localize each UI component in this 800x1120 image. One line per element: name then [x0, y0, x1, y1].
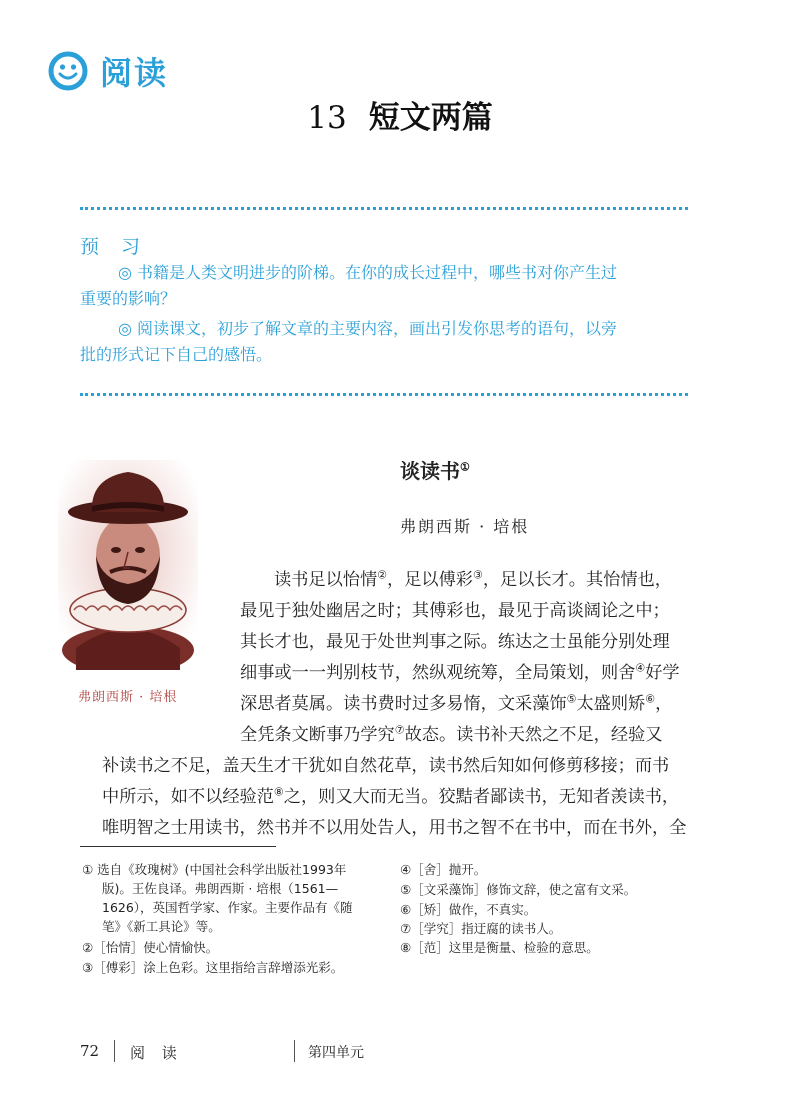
section-label: 阅读 [100, 54, 169, 92]
preview-heading: 预 习 [80, 236, 149, 258]
essay-text: ，足以傅彩 [387, 570, 473, 590]
essay-text: ，足以长才。其怡情也， [482, 570, 672, 590]
preview-item-line: ◎ 阅读课文，初步了解文章的主要内容，画出引发你思考的语句，以旁 [118, 319, 618, 338]
dotted-divider-bottom [80, 393, 688, 396]
footnote-marker: ⑧ [273, 785, 284, 799]
essay-text: 全凭条文断事乃学究 [240, 725, 395, 745]
essay-line [240, 596, 686, 627]
essay-line [240, 658, 686, 689]
lesson-title [0, 92, 800, 137]
preview-item-line: ◎ 书籍是人类文明进步的阶梯。在你的成长过程中，哪些书对你产生过 [118, 263, 618, 282]
essay-text: 中所示，如不以经验范 [102, 787, 274, 807]
essay-text: 读书足以怡情 [274, 570, 378, 590]
page-number: 72 [80, 1042, 100, 1060]
essay-text: 太盛则矫 [576, 694, 646, 714]
essay-line [102, 782, 686, 813]
smiley-icon [48, 51, 88, 91]
preview-item [80, 316, 688, 368]
footnote: ① 选自《玫瑰树》(中国社会科学出版社1993年 [82, 862, 347, 877]
essay-text: 最见于独处幽居之时；其傅彩也，最见于高谈阔论之中； [240, 601, 670, 621]
essay-text: ， [655, 694, 673, 714]
essay-line [240, 689, 686, 720]
essay-line [240, 627, 686, 658]
footnote-rule [80, 846, 276, 847]
essay-title [400, 455, 470, 484]
essay-text: 好学 [645, 663, 680, 683]
footnote-marker: ⑥ [645, 692, 656, 706]
footnote [82, 898, 353, 917]
preview-item-line: 重要的影响？ [80, 289, 177, 308]
portrait-caption: 弗朗西斯 · 培根 [78, 690, 178, 705]
footnote-text: 笔》《新工具论》等。 [102, 919, 221, 934]
footnote-marker: ③ [472, 568, 483, 582]
essay-line [240, 565, 686, 596]
bacon-portrait-image [58, 460, 198, 670]
essay-line [102, 751, 686, 782]
essay-text: 补读书之不足，盖天生才干犹如自然花草，读书然后知如何修剪移接；而书 [102, 756, 670, 776]
dotted-divider-top [80, 207, 688, 210]
essay-line [102, 813, 686, 844]
essay-text: 深思者莫属。读书费时过多易惰，文采藻饰 [240, 694, 567, 714]
footer-divider [294, 1040, 295, 1062]
essay-text: 唯明智之士用读书，然书并不以用处告人，用书之智不在书中，而在书外，全 [102, 818, 687, 838]
preview-item [80, 260, 688, 312]
lesson-title-text: 短文两篇 [368, 100, 493, 136]
essay-line [240, 720, 686, 751]
essay-title-text: 谈读书 [400, 459, 460, 483]
essay-text: 之，则又大而无当。狡黠者鄙读书，无知者羡读书， [283, 787, 680, 807]
footer-section: 阅 读 [130, 1044, 183, 1062]
footer-unit: 第四单元 [308, 1045, 364, 1061]
footnote-marker: ⑤ [566, 692, 577, 706]
footnote: ⑧［范］这里是衡量、检验的意思。 [400, 940, 599, 955]
essay-text: 故态。读书补天然之不足，经验又 [404, 725, 663, 745]
footnote: ②［怡情］使心情愉快。 [82, 940, 219, 955]
lesson-number: 13 [307, 100, 347, 136]
footnote-text: 版)。王佐良译。弗朗西斯 · 培根（1561— [102, 881, 339, 896]
footnote: ⑥［矫］做作，不真实。 [400, 902, 537, 917]
essay-author: 弗朗西斯 · 培根 [400, 517, 530, 536]
essay-text: 其长才也，最见于处世判事之际。练达之士虽能分别处理 [240, 632, 670, 652]
section-tag [48, 48, 168, 94]
preview-item-line: 批的形式记下自己的感悟。 [80, 345, 273, 364]
footnote [82, 917, 221, 936]
footnote: ⑤［文采藻饰］修饰文辞，使之富有文采。 [400, 882, 637, 897]
footnote-marker: ⑦ [394, 723, 405, 737]
footnote: ④［舍］抛开。 [400, 862, 487, 877]
footnote-marker: ② [377, 568, 388, 582]
footnote-marker: ① [460, 460, 470, 474]
essay-text: 细事或一一判别枝节，然纵观统筹，全局策划，则舍 [240, 663, 636, 683]
footer-divider [114, 1040, 115, 1062]
footnote-marker: ④ [635, 661, 646, 675]
footnote: ③［傅彩］涂上色彩。这里指给言辞增添光彩。 [82, 960, 344, 975]
footnote: ⑦［学究］指迂腐的读书人。 [400, 921, 562, 936]
footnote [82, 879, 338, 898]
footnote-text: 1626），英国哲学家、作家。主要作品有《随 [102, 900, 353, 915]
